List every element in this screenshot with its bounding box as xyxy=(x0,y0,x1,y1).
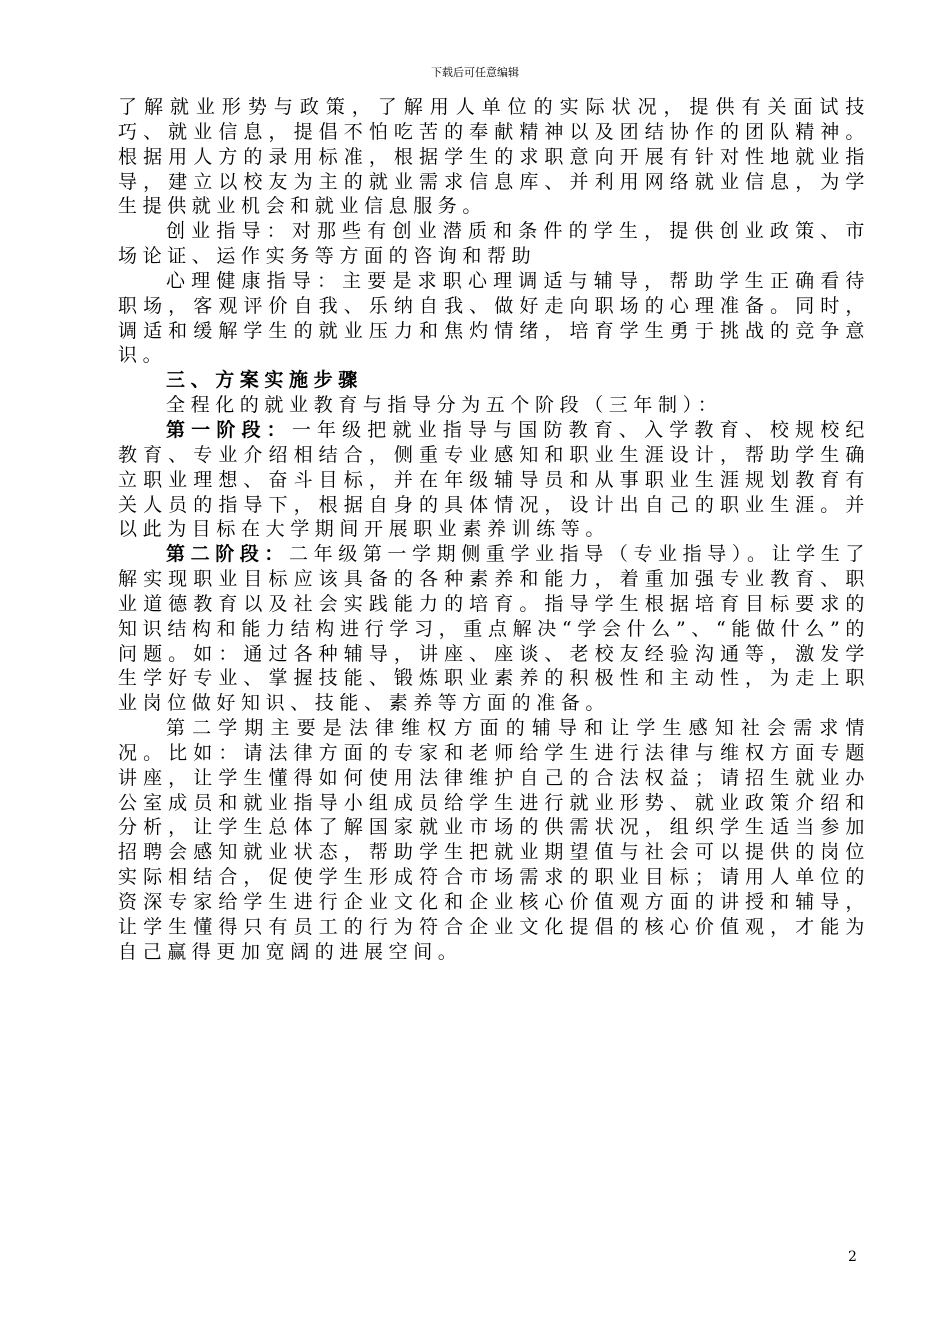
section-heading-implementation-steps: 三、方案实施步骤 xyxy=(166,369,363,392)
stage-two-text: 二年级第一学期侧重学业指导（专业指导）。让学生了解实现职业目标应该具备的各种素养和能力，着重加强专业教育、职业道德教育以及社会实践能力的培育。指导学生根据培育目标要求的知识结构和能力结构进行学习，重点解决“学会什么”、“能做什么”的问题。如：通过各种辅导，讲座、座谈、老校友经验沟通等，激发学生学好专业、掌握技能、锻炼职业素养的积极性和主动性，为走上职业岗位做好知识、技能、素养等方面的准备。 xyxy=(118,543,870,715)
paragraph-stage-two xyxy=(118,542,870,716)
paragraph-employment-guidance: 了解就业形势与政策，了解用人单位的实际状况，提供有关面试技巧、就业信息，提倡不怕吃苦的奉献精神以及团结协作的团队精神。根据用人方的录用标准，根据学生的求职意向开展有针对性地就业指导，建立以校友为主的就业需求信息库、并利用网络就业信息，为学生提供就业机会和就业信息服务。 xyxy=(118,96,870,218)
page-number: 2 xyxy=(848,1249,857,1265)
paragraph-second-semester: 第二学期主要是法律维权方面的辅导和让学生感知社会需求情况。比如：请法律方面的专家和老师给学生进行法律与维权方面专题讲座，让学生懂得如何使用法律维护自己的合法权益；请招生就业办公室成员和就业指导小组成员给学生进行就业形势、就业政策介绍和分析，让学生总体了解国家就业市场的供需状况，组织学生适当参加招聘会感知就业状态，帮助学生把就业期望值与社会可以提供的岗位实际相结合，促使学生形成符合市场需求的职业目标；请用人单位的资深专家给学生进行企业文化和企业核心价值观方面的讲授和辅导，让学生懂得只有员工的行为符合企业文化提倡的核心价值观，才能为自己赢得更加宽阔的进展空间。 xyxy=(118,717,870,963)
stage-two-label: 第二阶段： xyxy=(166,543,290,566)
document-body xyxy=(118,95,870,965)
paragraph-mental-health-guidance: 心理健康指导：主要是求职心理调适与辅导，帮助学生正确看待职场，客观评价自我、乐纳自我、做好走向职场的心理准备。同时，调适和缓解学生的就业压力和焦灼情绪，培育学生勇于挑战的竞争意识。 xyxy=(118,269,870,367)
stage-one-text: 一年级把就业指导与国防教育、入学教育、校规校纪教育、专业介绍相结合，侧重专业感知和职业生涯设计，帮助学生确立职业理想、奋斗目标，并在年级辅导员和从事职业生涯规划教育有关人员的指导下，根据自身的具体情况，设计出自己的职业生涯。并以此为目标在大学期间开展职业素养训练等。 xyxy=(118,418,870,541)
paragraph-stage-one xyxy=(118,418,870,542)
page-header: 下载后可任意编辑 xyxy=(431,66,519,79)
paragraph-five-stages-intro: 全程化的就业教育与指导分为五个阶段（三年制）： xyxy=(166,394,723,417)
paragraph-entrepreneurship-guidance: 创业指导：对那些有创业潜质和条件的学生，提供创业政策、市场论证、运作实务等方面的咨询和帮助 xyxy=(118,220,870,268)
stage-one-label: 第一阶段： xyxy=(166,418,292,441)
